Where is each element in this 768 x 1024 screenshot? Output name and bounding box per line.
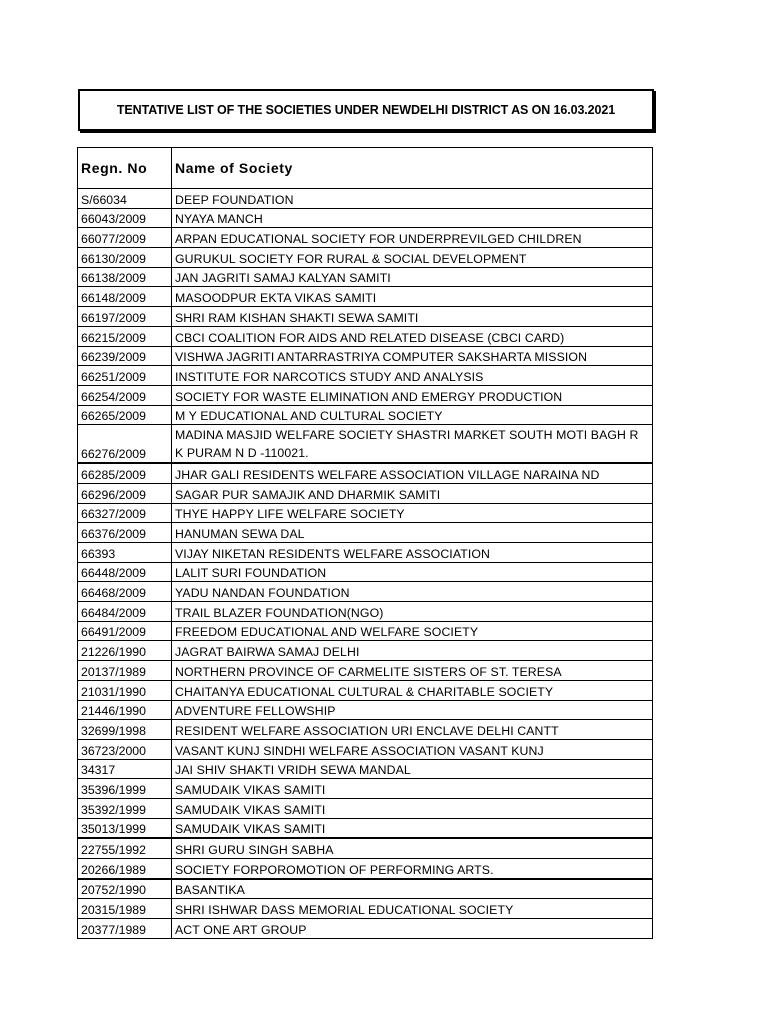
table-row [78, 425, 653, 464]
regn-no-cell: 66254/2009 [78, 385, 172, 405]
society-name-cell: INSTITUTE FOR NARCOTICS STUDY AND ANALYSIS [172, 366, 653, 386]
society-name-cell: SAGAR PUR SAMAJIK AND DHARMIK SAMITI [172, 483, 653, 503]
regn-no-cell: 32699/1998 [78, 720, 172, 740]
table-row [78, 641, 653, 661]
regn-no-cell: 66296/2009 [78, 483, 172, 503]
table-row [78, 621, 653, 641]
document-title: TENTATIVE LIST OF THE SOCIETIES UNDER NEWDELHI DISTRICT AS ON 16.03.2021 [78, 89, 654, 131]
table-row [78, 720, 653, 740]
society-name-cell: VISHWA JAGRITI ANTARRASTRIYA COMPUTER SAKSHARTA MISSION [172, 346, 653, 366]
table-row [78, 405, 653, 425]
table-row [78, 523, 653, 543]
table-row [78, 661, 653, 681]
society-name-cell: SHRI GURU SINGH SABHA [172, 838, 653, 858]
table-header-row [78, 148, 653, 189]
regn-no-cell: 36723/2000 [78, 739, 172, 759]
society-name-cell: SAMUDAIK VIKAS SAMITI [172, 818, 653, 838]
regn-no-cell: 66251/2009 [78, 366, 172, 386]
table-row [78, 543, 653, 563]
regn-no-cell: 66276/2009 [78, 425, 172, 464]
table-row [78, 385, 653, 405]
society-name-cell: FREEDOM EDUCATIONAL AND WELFARE SOCIETY [172, 621, 653, 641]
society-name-cell: SAMUDAIK VIKAS SAMITI [172, 798, 653, 818]
regn-no-cell: 66197/2009 [78, 307, 172, 327]
regn-no-cell: 21226/1990 [78, 641, 172, 661]
regn-no-cell: 66130/2009 [78, 248, 172, 268]
society-name-cell: JAI SHIV SHAKTI VRIDH SEWA MANDAL [172, 759, 653, 779]
regn-no-cell: 66265/2009 [78, 405, 172, 425]
regn-no-cell: 66468/2009 [78, 582, 172, 602]
column-header-regn-no: Regn. No [78, 148, 172, 189]
table-row [78, 346, 653, 366]
society-name-cell: VASANT KUNJ SINDHI WELFARE ASSOCIATION VASANT KUNJ [172, 739, 653, 759]
regn-no-cell: 66239/2009 [78, 346, 172, 366]
table-row [78, 463, 653, 483]
table-row [78, 759, 653, 779]
society-name-cell: THYE HAPPY LIFE WELFARE SOCIETY [172, 503, 653, 523]
society-name-cell: MASOODPUR EKTA VIKAS SAMITI [172, 287, 653, 307]
regn-no-cell: 22755/1992 [78, 838, 172, 858]
table-row [78, 818, 653, 838]
table-row [78, 248, 653, 268]
regn-no-cell: 21031/1990 [78, 680, 172, 700]
table-row [78, 267, 653, 287]
table-row [78, 366, 653, 386]
table-row [78, 798, 653, 818]
regn-no-cell: 35392/1999 [78, 798, 172, 818]
table-body [78, 189, 653, 939]
table-row [78, 307, 653, 327]
regn-no-cell: 66491/2009 [78, 621, 172, 641]
table-row [78, 838, 653, 858]
regn-no-cell: 66148/2009 [78, 287, 172, 307]
society-name-cell: JHAR GALI RESIDENTS WELFARE ASSOCIATION VILLAGE NARAINA ND [172, 463, 653, 483]
society-name-cell: HANUMAN SEWA DAL [172, 523, 653, 543]
table-row [78, 602, 653, 622]
column-header-name-of-society: Name of Society [172, 148, 653, 189]
society-name-cell: ARPAN EDUCATIONAL SOCIETY FOR UNDERPREVILGED CHILDREN [172, 228, 653, 248]
regn-no-cell: 66484/2009 [78, 602, 172, 622]
society-name-cell: JAGRAT BAIRWA SAMAJ DELHI [172, 641, 653, 661]
regn-no-cell: 35396/1999 [78, 779, 172, 799]
society-name-cell: SHRI ISHWAR DASS MEMORIAL EDUCATIONAL SOCIETY [172, 899, 653, 919]
society-name-cell: MADINA MASJID WELFARE SOCIETY SHASTRI MARKET SOUTH MOTI BAGH R K PURAM N D -110021. [172, 425, 653, 464]
regn-no-cell: 66043/2009 [78, 208, 172, 228]
table-row [78, 582, 653, 602]
society-name-cell: RESIDENT WELFARE ASSOCIATION URI ENCLAVE DELHI CANTT [172, 720, 653, 740]
regn-no-cell: 20137/1989 [78, 661, 172, 681]
table-row [78, 189, 653, 209]
table-row [78, 879, 653, 899]
societies-table [77, 147, 653, 939]
society-name-cell: ADVENTURE FELLOWSHIP [172, 700, 653, 720]
table-row [78, 779, 653, 799]
regn-no-cell: 66376/2009 [78, 523, 172, 543]
regn-no-cell: 20752/1990 [78, 879, 172, 899]
society-name-cell: M Y EDUCATIONAL AND CULTURAL SOCIETY [172, 405, 653, 425]
table-row [78, 503, 653, 523]
regn-no-cell: 66327/2009 [78, 503, 172, 523]
table-row [78, 208, 653, 228]
regn-no-cell: 66285/2009 [78, 463, 172, 483]
society-name-cell: JAN JAGRITI SAMAJ KALYAN SAMITI [172, 267, 653, 287]
society-name-cell: DEEP FOUNDATION [172, 189, 653, 209]
society-name-cell: SOCIETY FOR WASTE ELIMINATION AND EMERGY PRODUCTION [172, 385, 653, 405]
table-row [78, 859, 653, 879]
regn-no-cell: 66138/2009 [78, 267, 172, 287]
table-row [78, 899, 653, 919]
society-name-cell: NYAYA MANCH [172, 208, 653, 228]
society-name-cell: CBCI COALITION FOR AIDS AND RELATED DISEASE (CBCI CARD) [172, 326, 653, 346]
society-name-cell: LALIT SURI FOUNDATION [172, 562, 653, 582]
table-row [78, 562, 653, 582]
society-name-cell: SHRI RAM KISHAN SHAKTI SEWA SAMITI [172, 307, 653, 327]
regn-no-cell: S/66034 [78, 189, 172, 209]
society-name-cell: SOCIETY FORPOROMOTION OF PERFORMING ARTS. [172, 859, 653, 879]
society-name-cell: TRAIL BLAZER FOUNDATION(NGO) [172, 602, 653, 622]
table-row [78, 287, 653, 307]
regn-no-cell: 34317 [78, 759, 172, 779]
table-row [78, 326, 653, 346]
society-name-cell: SAMUDAIK VIKAS SAMITI [172, 779, 653, 799]
society-name-cell: CHAITANYA EDUCATIONAL CULTURAL & CHARITABLE SOCIETY [172, 680, 653, 700]
society-name-cell: GURUKUL SOCIETY FOR RURAL & SOCIAL DEVELOPMENT [172, 248, 653, 268]
regn-no-cell: 66393 [78, 543, 172, 563]
regn-no-cell: 20377/1989 [78, 919, 172, 939]
regn-no-cell: 66448/2009 [78, 562, 172, 582]
table-row [78, 919, 653, 939]
regn-no-cell: 35013/1999 [78, 818, 172, 838]
regn-no-cell: 66215/2009 [78, 326, 172, 346]
regn-no-cell: 20315/1989 [78, 899, 172, 919]
society-name-cell: ACT ONE ART GROUP [172, 919, 653, 939]
society-name-cell: VIJAY NIKETAN RESIDENTS WELFARE ASSOCIATION [172, 543, 653, 563]
regn-no-cell: 66077/2009 [78, 228, 172, 248]
society-name-cell: NORTHERN PROVINCE OF CARMELITE SISTERS OF ST. TERESA [172, 661, 653, 681]
society-name-cell: YADU NANDAN FOUNDATION [172, 582, 653, 602]
table-row [78, 700, 653, 720]
table-row [78, 483, 653, 503]
regn-no-cell: 20266/1989 [78, 859, 172, 879]
table-row [78, 680, 653, 700]
table-row [78, 228, 653, 248]
table-row [78, 739, 653, 759]
regn-no-cell: 21446/1990 [78, 700, 172, 720]
society-name-cell: BASANTIKA [172, 879, 653, 899]
